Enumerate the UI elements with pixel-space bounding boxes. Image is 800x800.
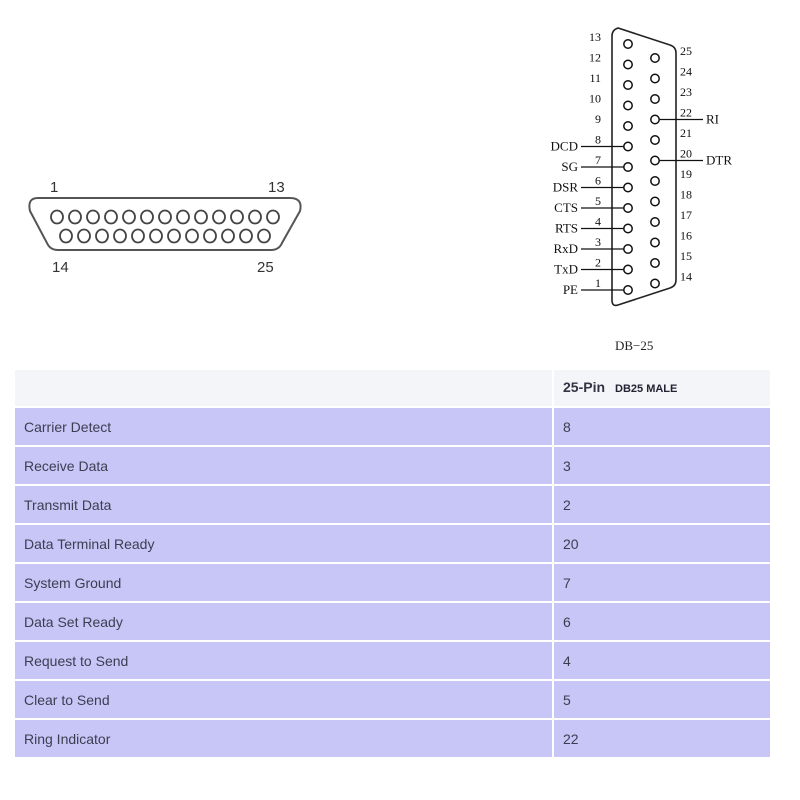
header-pin-label: 25-Pin xyxy=(563,379,606,395)
side-left-pin xyxy=(624,101,632,109)
pin-number-cell: 7 xyxy=(553,563,770,602)
signal-name-cell: Transmit Data xyxy=(15,485,553,524)
side-right-pin xyxy=(651,279,659,287)
side-left-pin xyxy=(624,245,632,253)
side-left-pin-number: 10 xyxy=(589,91,601,106)
side-right-pin-column xyxy=(651,44,692,288)
side-left-pin xyxy=(624,60,632,68)
table-header-row xyxy=(15,370,770,407)
table-row xyxy=(15,407,770,446)
db25-side-view xyxy=(0,0,800,360)
header-signal-cell xyxy=(15,370,553,407)
side-right-pin-number: 22 xyxy=(680,105,692,120)
side-left-pin-number: 12 xyxy=(589,50,601,65)
side-left-pin-number: 13 xyxy=(589,30,601,44)
side-right-pin-number: 23 xyxy=(680,85,692,99)
side-right-pin xyxy=(651,95,659,103)
front-label-pin-1: 1 xyxy=(50,179,59,196)
pin-number-cell: 3 xyxy=(553,446,770,485)
side-left-pin xyxy=(624,163,632,171)
table-row xyxy=(15,524,770,563)
side-right-pin xyxy=(651,259,659,267)
table-row xyxy=(15,680,770,719)
signal-name-cell: Data Terminal Ready xyxy=(15,524,553,563)
side-left-pin-column xyxy=(589,30,632,294)
side-left-pin-number: 9 xyxy=(595,112,601,126)
table-row xyxy=(15,563,770,602)
signal-name-cell: System Ground xyxy=(15,563,553,602)
table-row xyxy=(15,446,770,485)
signal-label-left: CTS xyxy=(554,200,578,215)
signal-name-cell: Carrier Detect xyxy=(15,407,553,446)
table-row xyxy=(15,485,770,524)
pin-table-body xyxy=(15,407,770,758)
side-right-pin xyxy=(651,238,659,246)
side-left-pin-number: 6 xyxy=(595,173,601,188)
side-right-pin xyxy=(651,54,659,62)
table-row xyxy=(15,641,770,680)
side-right-pin-number: 16 xyxy=(680,228,692,243)
signal-label-left: RTS xyxy=(554,220,578,236)
front-label-pin-25: 25 xyxy=(257,259,274,276)
side-right-pin-number: 25 xyxy=(680,44,692,58)
signal-label-left: SG xyxy=(561,159,578,174)
pin-number-cell: 2 xyxy=(553,485,770,524)
side-left-pin xyxy=(624,183,632,191)
side-left-pin xyxy=(624,286,632,294)
side-left-pin xyxy=(624,142,632,150)
pin-number-cell: 22 xyxy=(553,719,770,758)
side-right-pin-number: 21 xyxy=(680,126,692,140)
signal-label-right: DTR xyxy=(706,152,732,168)
side-left-pin-number: 8 xyxy=(595,132,601,147)
signal-label-left: DSR xyxy=(552,179,578,195)
side-left-pin-number: 1 xyxy=(595,276,601,290)
side-right-pin-number: 24 xyxy=(680,64,692,79)
side-right-pin-number: 15 xyxy=(680,249,692,263)
side-right-pin xyxy=(651,177,659,185)
pin-number-cell: 4 xyxy=(553,641,770,680)
signal-name-cell: Data Set Ready xyxy=(15,602,553,641)
side-right-pin-number: 17 xyxy=(680,208,692,222)
side-left-pin-number: 4 xyxy=(595,214,601,229)
pin-mapping-table xyxy=(15,370,770,759)
table-row xyxy=(15,719,770,758)
side-right-pin xyxy=(651,156,659,164)
signal-label-left: TxD xyxy=(554,261,578,277)
header-sub-label: DB25 MALE xyxy=(615,383,678,395)
side-left-pin-number: 11 xyxy=(589,71,601,85)
header-pin-cell xyxy=(553,370,770,407)
pin-number-cell: 8 xyxy=(553,407,770,446)
front-label-pin-14: 14 xyxy=(52,259,69,276)
side-right-pin xyxy=(651,218,659,226)
side-left-signal-labels xyxy=(551,139,624,298)
side-left-pin xyxy=(624,40,632,48)
signal-name-cell: Receive Data xyxy=(15,446,553,485)
signal-label-right: RI xyxy=(706,111,719,127)
side-left-pin xyxy=(624,122,632,130)
signal-label-left: RxD xyxy=(553,241,578,256)
signal-name-cell: Ring Indicator xyxy=(15,719,553,758)
table-row xyxy=(15,602,770,641)
pin-number-cell: 6 xyxy=(553,602,770,641)
signal-label-left: DCD xyxy=(550,138,578,154)
signal-name-cell: Request to Send xyxy=(15,641,553,680)
side-right-pin-number: 20 xyxy=(680,146,692,161)
side-left-pin xyxy=(624,224,632,232)
side-right-pin-number: 19 xyxy=(680,167,692,181)
side-left-pin-number: 3 xyxy=(595,235,601,249)
side-right-pin xyxy=(651,115,659,123)
side-right-pin xyxy=(651,136,659,144)
side-right-pin xyxy=(651,74,659,82)
side-right-signal-labels xyxy=(659,112,732,168)
front-label-pin-13: 13 xyxy=(268,179,285,196)
side-right-pin-number: 18 xyxy=(680,187,692,202)
signal-name-cell: Clear to Send xyxy=(15,680,553,719)
side-right-pin xyxy=(651,197,659,205)
side-left-pin-number: 7 xyxy=(595,153,601,167)
side-right-pin-number: 14 xyxy=(680,269,692,284)
side-left-pin xyxy=(624,204,632,212)
side-view-caption: DB−25 xyxy=(615,338,654,353)
side-left-pin xyxy=(624,265,632,273)
side-left-pin xyxy=(624,81,632,89)
side-left-pin-number: 5 xyxy=(595,194,601,208)
pin-number-cell: 5 xyxy=(553,680,770,719)
side-left-pin-number: 2 xyxy=(595,255,601,270)
pin-number-cell: 20 xyxy=(553,524,770,563)
signal-label-left: PE xyxy=(562,282,578,297)
